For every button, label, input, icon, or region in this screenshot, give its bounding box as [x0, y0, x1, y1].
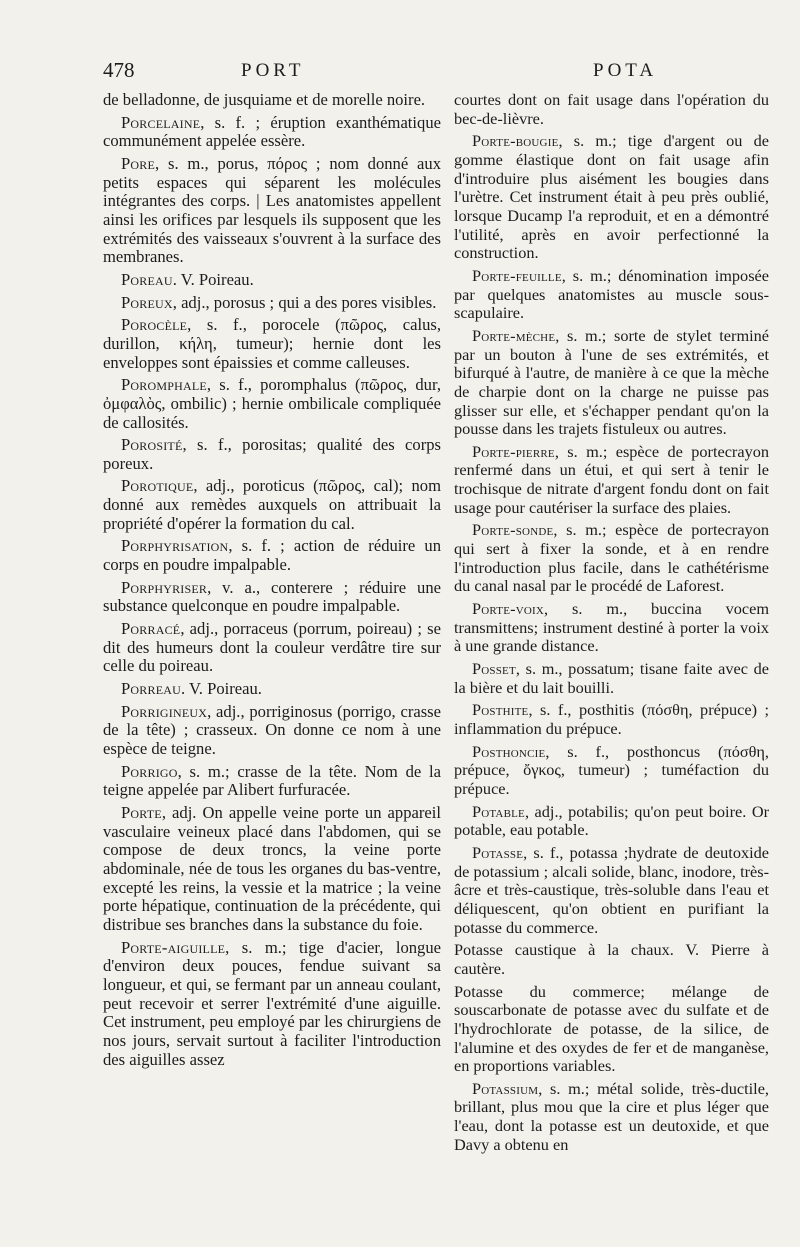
entry-text: , s. m.; espèce de portecrayon renfermé dans un étui, et qui sert à tenir le trochisque de nitrate d'argent fondu dont on fait usage pour cautériser la surface des plaies. [454, 441, 769, 517]
entry-headword: Poreau [121, 269, 173, 289]
dictionary-entry [454, 521, 769, 596]
dictionary-entry [454, 600, 769, 656]
entry-text: Potasse du commerce; mélange de souscarbonate de potasse avec du sulfate et de l'hydrochlorate de potasse, de la silice, de l'alumine et des oxydes de fer et de manganèse, en proportions variables. [454, 981, 769, 1076]
entry-headword: Porrigo [121, 761, 178, 781]
dictionary-entry [454, 941, 769, 978]
dictionary-entry [103, 703, 441, 759]
dictionary-entry [454, 91, 769, 128]
dictionary-entry [103, 155, 441, 267]
left-column [103, 91, 441, 1073]
entry-headword: Posset [472, 659, 516, 679]
entry-headword: Porosité [121, 435, 183, 455]
dictionary-entry [103, 620, 441, 676]
entry-text: , s. m.; tige d'acier, longue d'environ deux pouces, fendue suivant sa longueur, et qui, se fermant par un anneau coulant, peut recevoir et serrer l'extrémité d'une aiguille. Cet instrument, peu employé par les chirurgiens de nos jours, servait surtout à faciliter l'introduction des aiguilles assez [103, 937, 441, 1069]
dictionary-entry [103, 537, 441, 574]
entry-headword: Porocèle [121, 315, 188, 335]
entry-text: Potasse caustique à la chaux. V. Pierre à cautère. [454, 940, 769, 978]
entry-headword: Porte-bougie [472, 131, 559, 151]
entry-text: , s. f. ; action de réduire un corps en poudre impalpable. [103, 536, 441, 575]
right-running-head: POTA [593, 60, 658, 81]
entry-text: , adj., porriginosus (porrigo, crasse de la tête) ; crasseux. On donne ce nom à une espèce de teigne. [103, 701, 441, 758]
entry-text: , s. f., potassa ;hydrate de deutoxide de potassium ; alcali solide, blanc, inodore, très-âcre et très-caustique, très-soluble dans l'eau et déliquescent, qu'on obtient en purifiant la potasse du commerce. [454, 842, 769, 937]
entry-text: , s. m.; espèce de portecrayon qui sert à fixer la sonde, et à en rendre l'introduction plus facile, dans le cathétérisme du canal nasal par le procédé de Laforest. [454, 520, 769, 596]
entry-text: , s. m., buccina vocem transmittens; instrument destiné à porter la voix à une grande distance. [454, 599, 769, 656]
dictionary-entry [454, 267, 769, 323]
entry-text: , s. m., porus, πόρος ; nom donné aux petits espaces qui séparent les molécules intégrantes des corps. | Les anatomistes appellent ainsi les orifices par lesquels ils supposent que les extrémités des vaisseaux s'ouvrent à la surface des membranes. [103, 153, 441, 267]
dictionary-entry [454, 983, 769, 1076]
entry-text: , s. m.; sorte de stylet terminé par un bouton à l'une de ses extrémités, et bifurqué à l'autre, de manière à ce que la mèche de charpie dont on la charge ne puisse pas glisser sur elle, et s'échapper pendant qu'on la pousse dans les trajets fistuleux ou autres. [454, 325, 769, 439]
entry-headword: Porte-sonde [472, 520, 554, 540]
entry-text: , adj., porraceus (porrum, poireau) ; se dit des humeurs dont la couleur verdâtre tire sur celle du poireau. [103, 619, 441, 676]
entry-text: , v. a., conterere ; réduire une substance quelconque en poudre impalpable. [103, 577, 441, 616]
dictionary-entry [454, 132, 769, 263]
entry-headword: Potable [472, 801, 525, 821]
entry-headword: Potasse [472, 842, 524, 862]
entry-text: , s. m.; crasse de la tête. Nom de la teigne appelée par Alibert furfuracée. [103, 761, 441, 800]
running-head [103, 58, 758, 88]
entry-text: courtes dont on fait usage dans l'opération du bec-de-lièvre. [454, 90, 769, 128]
entry-headword: Poreux [121, 292, 173, 312]
entry-headword: Porreau [121, 679, 181, 699]
dictionary-entry [454, 701, 769, 738]
entry-text: , s. f., posthitis (πόσθη, prépuce) ; inflammation du prépuce. [454, 700, 769, 738]
dictionary-entry [103, 763, 441, 800]
entry-text: . V. Poireau. [180, 679, 262, 699]
dictionary-entry [454, 803, 769, 840]
entry-headword: Porcelaine [121, 112, 201, 132]
dictionary-entry [454, 743, 769, 799]
entry-text: de belladonne, de jusquiame et de morelle noire. [103, 90, 426, 109]
entry-text: , s. m.; métal solide, très-ductile, brillant, plus mou que la cire et plus léger que l'eau, dont la potasse est un deutoxide, et que Davy a obtenu en [454, 1078, 769, 1154]
dictionary-entry [454, 443, 769, 518]
entry-headword: Potassium [472, 1078, 539, 1098]
entry-headword: Porte-feuille [472, 265, 562, 285]
entry-text: , adj., porosus ; qui a des pores visibles. [172, 292, 437, 312]
entry-headword: Porotique [121, 476, 194, 496]
dictionary-entry [103, 114, 441, 151]
dictionary-entry [103, 939, 441, 1070]
entry-headword: Porte [121, 802, 162, 822]
dictionary-entry [103, 436, 441, 473]
right-column [454, 91, 769, 1158]
entry-text: , s. f., posthoncus (πόσθη, prépuce, ὄγκος, tumeur) ; tuméfaction du prépuce. [454, 741, 769, 798]
entry-text: , adj. On appelle veine porte un appareil vasculaire veineux placé dans l'abdomen, qui se compose de deux troncs, la veine porte abdominale, née de tous les organes du bas-ventre, excepté les reins, la vessie et la matrice ; la veine porte hépatique, continuation de la précédente, qui distribue ses branches dans la substance du foie. [103, 802, 441, 934]
entry-headword: Porracé [121, 619, 181, 639]
dictionary-entry [103, 294, 441, 313]
entry-headword: Porphyrisation [121, 536, 229, 556]
dictionary-entry [454, 327, 769, 439]
entry-headword: Pore [121, 153, 156, 173]
entry-text: , s. m., possatum; tisane faite avec de la bière et du lait bouilli. [454, 659, 769, 697]
entry-text: . V. Poireau. [172, 269, 254, 289]
entry-headword: Porrigineux [121, 701, 208, 721]
page-number: 478 [103, 58, 135, 82]
entry-text: , adj., potabilis; qu'on peut boire. Or potable, eau potable. [454, 801, 769, 840]
dictionary-entry [103, 376, 441, 432]
entry-headword: Porte-aiguille [121, 937, 226, 957]
entry-text: , s. f. ; éruption exanthématique communément appelée essère. [103, 112, 441, 151]
left-running-head: PORT [241, 60, 305, 81]
entry-text: , adj., poroticus (πῶρος, cal); nom donné aux remèdes auxquels on attribuait la propriété d'opérer la formation du cal. [103, 476, 441, 533]
entry-headword: Porte-pierre [472, 441, 555, 461]
entry-headword: Poromphale [121, 375, 207, 395]
dictionary-entry [454, 1080, 769, 1155]
entry-headword: Porte-mèche [472, 325, 556, 345]
dictionary-entry [103, 91, 441, 110]
entry-headword: Porte-voix [472, 599, 545, 619]
entry-text: , s. f., poromphalus (πῶρος, dur, ὀμφαλὸς, ombilic) ; hernie ombilicale compliquée de callosités. [103, 375, 441, 432]
dictionary-entry [103, 579, 441, 616]
entry-text: , s. m.; dénomination imposée par quelques anatomistes au muscle sous-scapulaire. [454, 265, 769, 323]
dictionary-entry [454, 660, 769, 697]
dictionary-entry [103, 271, 441, 290]
dictionary-entry [103, 804, 441, 935]
entry-text: , s. f., porositas; qualité des corps poreux. [103, 435, 441, 473]
dictionary-entry [103, 477, 441, 533]
dictionary-entry [103, 680, 441, 699]
dictionary-entry [454, 844, 769, 937]
entry-text: , s. m.; tige d'argent ou de gomme élastique dont on fait usage afin d'introduire plus aisément les bougies dans l'urètre. Cet instrument était à peu près oublié, lorsque Ducamp l'a reproduit, et en a démontré l'utilité, après en avoir perfectionné la construction. [454, 131, 769, 263]
entry-headword: Porphyriser [121, 577, 208, 597]
entry-headword: Posthoncie [472, 741, 546, 761]
dictionary-entry [103, 316, 441, 372]
entry-text: , s. f., porocele (πῶρος, calus, durillon, κήλη, tumeur); hernie dont les enveloppes sont épaissies et comme calleuses. [103, 315, 441, 372]
entry-headword: Posthite [472, 700, 529, 720]
